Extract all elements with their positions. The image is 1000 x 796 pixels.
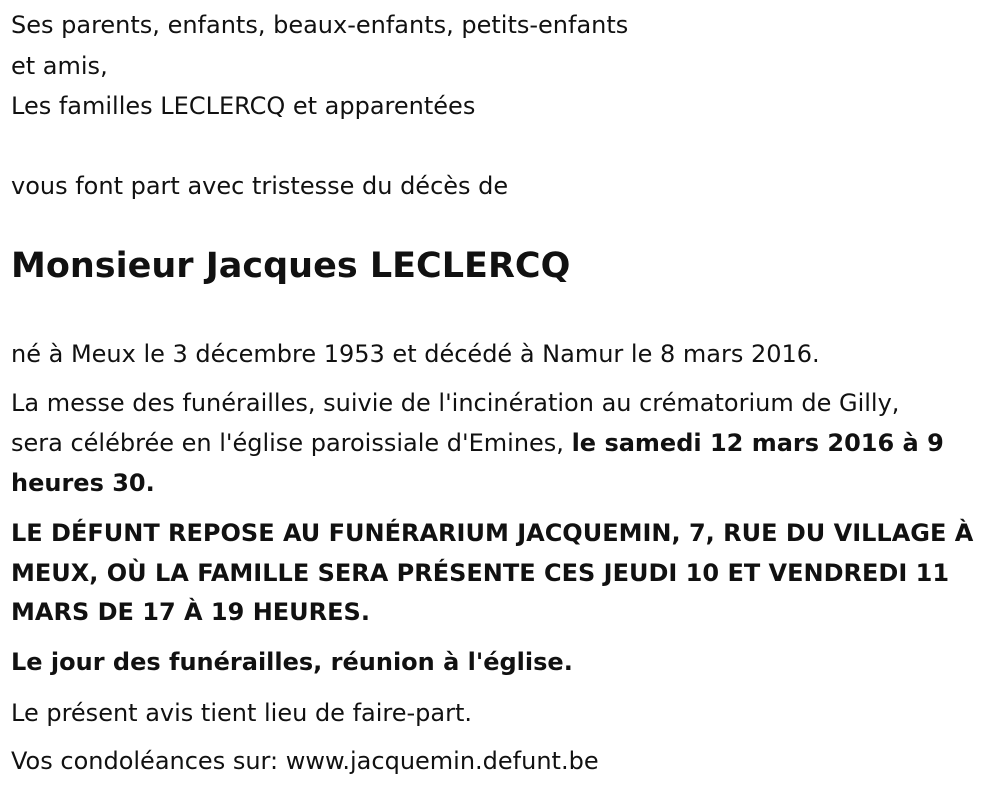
meeting-text: Le jour des funérailles, réunion à l'église. [11, 648, 573, 676]
intro-line-3: Les familles LECLERCQ et apparentées [11, 92, 476, 120]
deceased-name: Monsieur Jacques LECLERCQ [11, 246, 571, 286]
announcement-text: vous font part avec tristesse du décès de [11, 172, 509, 200]
funeral-location-text: sera célébrée en l'église paroissiale d'Emines, [11, 429, 572, 457]
visitation-line-3: MARS DE 17 À 19 HEURES. [11, 598, 370, 626]
visitation-line-1: LE DÉFUNT REPOSE AU FUNÉRARIUM JACQUEMIN, 7, RUE DU VILLAGE À [11, 519, 974, 547]
condolences-text: Vos condoléances sur: www.jacquemin.defunt.be [11, 747, 599, 775]
funeral-line-2 [11, 423, 944, 463]
visitation-line-2: MEUX, OÙ LA FAMILLE SERA PRÉSENTE CES JEUDI 10 ET VENDREDI 11 [11, 559, 950, 587]
intro-line-1: Ses parents, enfants, beaux-enfants, petits-enfants [11, 11, 629, 39]
funeral-date-text: le samedi 12 mars 2016 à 9 [571, 429, 944, 457]
birth-death-text: né à Meux le 3 décembre 1953 et décédé à Namur le 8 mars 2016. [11, 340, 820, 368]
funeral-line-1: La messe des funérailles, suivie de l'incinération au crématorium de Gilly, [11, 389, 900, 417]
funeral-time-text: heures 30. [11, 469, 155, 497]
notice-text: Le présent avis tient lieu de faire-part. [11, 699, 473, 727]
intro-line-2: et amis, [11, 52, 108, 80]
